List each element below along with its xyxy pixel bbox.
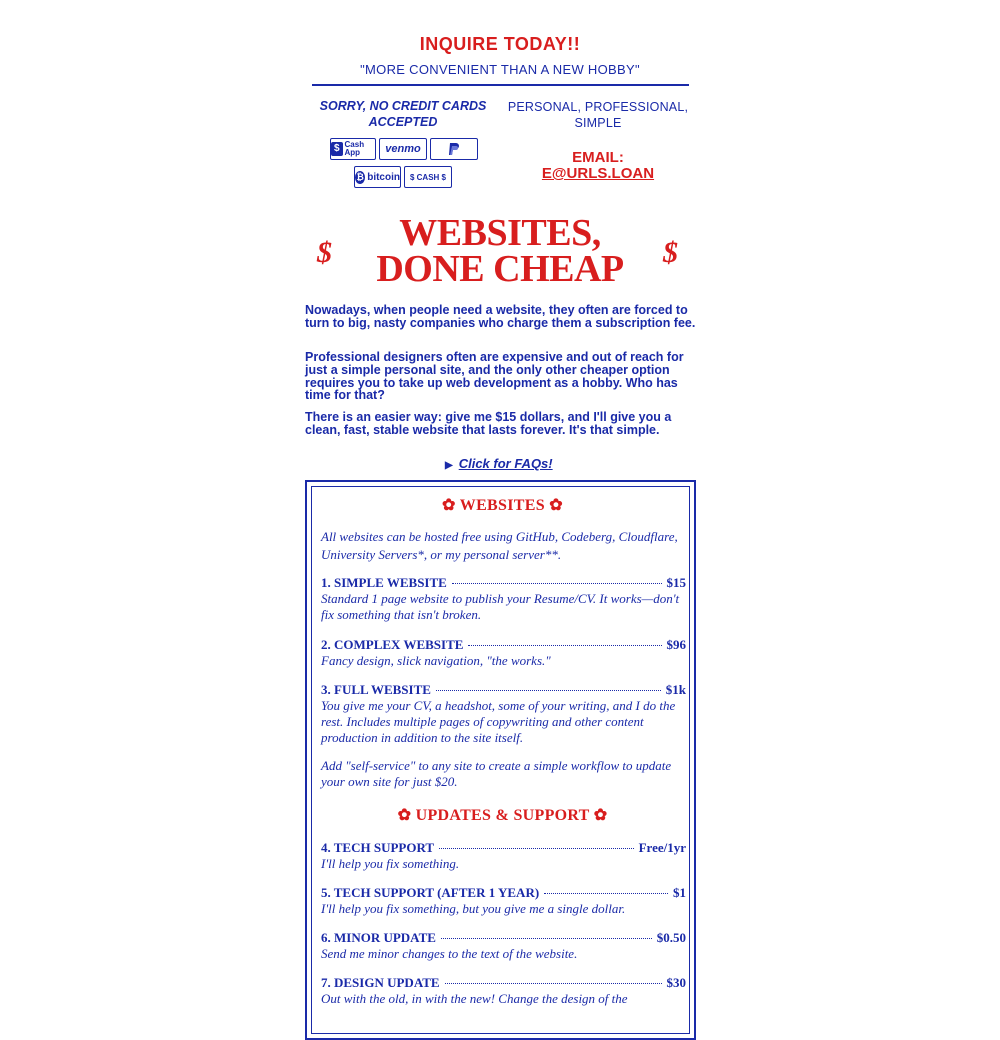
menu-item-full-website: 3. FULL WEBSITE $1k You give me your CV, a headshot, some of your writing, and I do the rest. Includes multiple pages of copywriting and other content production in addition to the site itself. — [321, 682, 686, 745]
service-descriptor: PERSONAL, PROFESSIONAL, SIMPLE — [507, 100, 689, 130]
bitcoin-badge: ₿ bitcoin — [354, 166, 401, 188]
cash-badge: $ CASH $ — [404, 166, 452, 188]
dollar-sign-left: $ — [317, 236, 332, 269]
menu-item-simple-website: 1. SIMPLE WEBSITE $15 Standard 1 page website to publish your Resume/CV. It works—don't fix something that isn't broken. — [321, 575, 686, 622]
support-section-title: ✿ UPDATES & SUPPORT ✿ — [397, 807, 608, 824]
menu-item-tech-support-after-year: 5. TECH SUPPORT (AFTER 1 YEAR) $1 I'll help you fix something, but you give me a single dollar. — [321, 885, 686, 916]
flower-icon: ✿ — [593, 807, 608, 824]
email-link[interactable]: E@URLS.LOAN — [541, 165, 655, 182]
header-divider — [312, 84, 689, 86]
hero-title-line2: DONE CHEAP — [376, 248, 624, 290]
intro-paragraph-1: Nowadays, when people need a website, they often are forced to turn to big, nasty companies who charge them a subscription fee. — [305, 303, 696, 330]
flower-icon: ✿ — [442, 497, 456, 514]
venmo-badge: venmo — [379, 138, 427, 160]
bitcoin-icon: ₿ — [356, 171, 364, 182]
intro-paragraph-2: Professional designers often are expensive and out of reach for just a simple personal site, and the only other cheaper option requires you to take up web development as a hobby. Who has time for that? — [305, 350, 684, 403]
menu-item-complex-website: 2. COMPLEX WEBSITE $96 Fancy design, slick navigation, "the works." — [321, 637, 686, 668]
websites-section-title: ✿ WEBSITES ✿ — [442, 497, 563, 514]
hosting-note: All websites can be hosted free using GitHub, Codeberg, Cloudflare, University Servers*, or my personal server**. — [321, 529, 678, 562]
tagline: "MORE CONVENIENT THAN A NEW HOBBY" — [360, 62, 640, 77]
hero-title-line1: WEBSITES, — [399, 212, 601, 254]
price-menu — [305, 480, 696, 1040]
intro-paragraph-3: There is an easier way: give me $15 dollars, and I'll give you a clean, fast, stable website that lasts forever. It's that simple. — [305, 410, 672, 437]
no-credit-cards-notice: SORRY, NO CREDIT CARDS ACCEPTED — [319, 99, 487, 129]
menu-item-design-update: 7. DESIGN UPDATE $30 Out with the old, in with the new! Change the design of the — [321, 975, 686, 1006]
email-label: EMAIL: — [572, 149, 624, 166]
flower-icon: ✿ — [397, 807, 412, 824]
cashapp-badge: $ Cash App — [330, 138, 376, 160]
dollar-sign-right: $ — [663, 236, 678, 269]
disclosure-triangle-icon: ▶ — [445, 460, 453, 471]
flower-icon: ✿ — [549, 497, 563, 514]
inquire-heading: INQUIRE TODAY!! — [419, 34, 581, 54]
faq-link[interactable]: Click for FAQs! — [458, 456, 553, 471]
cashapp-icon: $ — [331, 142, 343, 156]
menu-item-minor-update: 6. MINOR UPDATE $0.50 Send me minor changes to the text of the website. — [321, 930, 686, 961]
faq-toggle[interactable] — [445, 456, 553, 471]
self-service-note: Add "self-service" to any site to create a simple workflow to update your own site for just $20. — [321, 758, 672, 789]
paypal-badge — [430, 138, 478, 160]
hero-title — [325, 212, 675, 290]
paypal-icon — [446, 141, 462, 157]
menu-item-tech-support: 4. TECH SUPPORT Free/1yr I'll help you fix something. — [321, 840, 686, 871]
